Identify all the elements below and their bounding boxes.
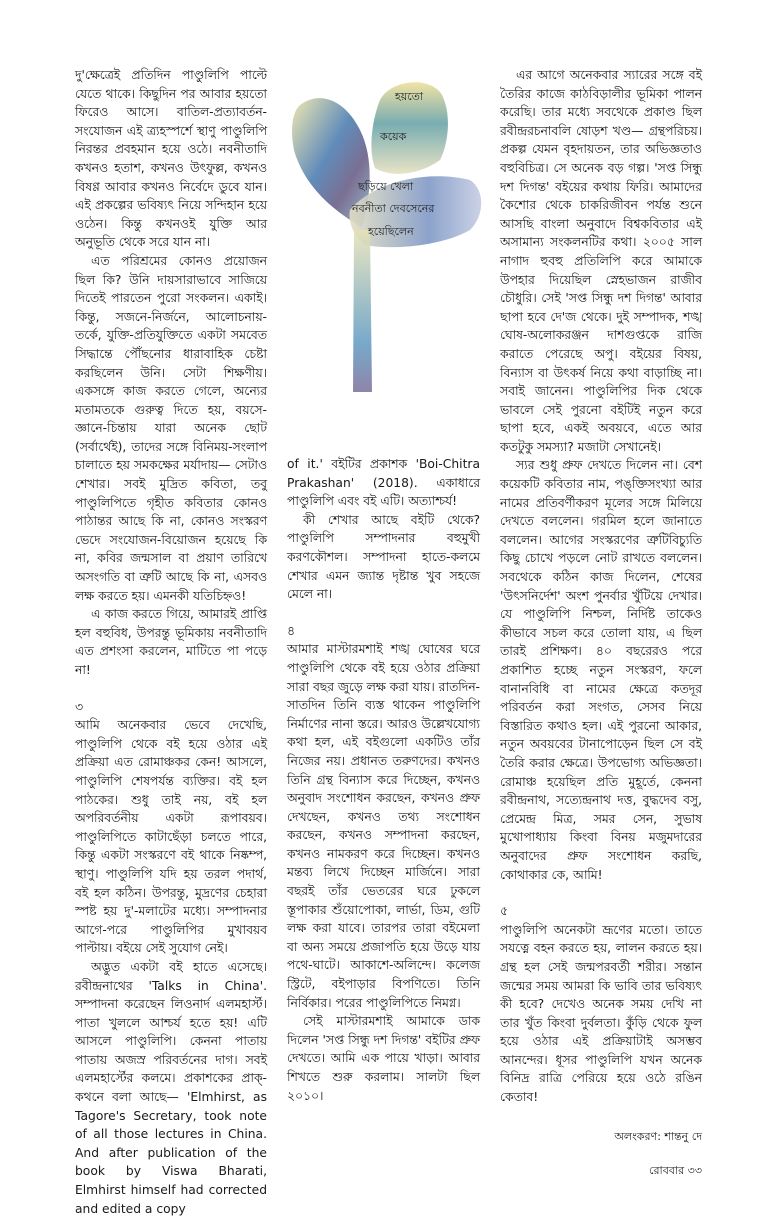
- illustration-credit: অলংকরণ: শান্তনু দে: [614, 1129, 702, 1143]
- stem: [353, 230, 372, 392]
- paragraph: কী শেখার আছে বইটি থেকে? পাণ্ডুলিপি সম্পাদনার বহুমুখী করণকৌশল। সম্পাদনা হাতে-কলমে শেখার এমন জ্যান্ত দৃষ্টান্ত খুব সহজে মেলে না।: [287, 512, 480, 602]
- handwriting-text: হয়তো: [395, 90, 424, 103]
- handwriting-text: কয়েক: [380, 130, 407, 143]
- section-number: ৪: [287, 623, 295, 638]
- section-number: ৫: [500, 904, 508, 919]
- handwriting-text: নবনীতা দেবসেনের: [352, 202, 435, 215]
- paragraph: আমি অনেকবার ভেবে দেখেছি, পাণ্ডুলিপি থেকে বই হয়ে ওঠার এই প্রক্রিয়া এত রোমাঞ্চকর কেন! আসলে, পাণ্ডুলিপি শেষপর্যন্ত ব্যক্তির। বই হল পাঠকের। শুধু তাই নয়, বই হল অপরিবর্তনীয় একটা রূপাবয়ব। পাণ্ডুলিপিতে কাটাছেঁড়া চলতে পারে, কিন্তু একটা সংস্করণে বই থাকে নিষ্কম্প, স্থাণু। পাণ্ডুলিপি যদি হয় তরল পদার্থ, বই হল কঠিন। উপরন্তু, মুদ্রণের চেহারা স্পষ্ট হয় দু'-মলাটের মধ্যে। সম্পাদনার আগে-পরে পাণ্ডুলিপির মুখাবয়ব পাল্টায়। বইয়ে সেই সুযোগ নেই।: [75, 718, 267, 956]
- paragraph: সেই মাস্টারমশাই আমাকে ডাক দিলেন 'সপ্ত সিন্ধু দশ দিগন্ত' বইটির প্রুফ দেখতে। আমি এক পায়ে খাড়া। আবার শিখতে শুরু করলাম। সালটা ছিল ২০১০।: [287, 1014, 480, 1103]
- paragraph: এ কাজ করতে গিয়ে, আমারই প্রাপ্তি হল বহুবিধ, উপরন্তু ভূমিকায় নবনীতাদি এত প্রশংসা করলেন, মাটিতে পা পড়ে না!: [75, 607, 267, 677]
- paragraph: of it.' বইটির প্রকাশক 'Boi-Chitra Prakashan' (2018). একাধারে পাণ্ডুলিপি এবং বই এটি। অত্যাশ্চর্য!: [287, 457, 480, 509]
- paragraph: আমার মাস্টারমশাই শঙ্খ ঘোষের ঘরে পাণ্ডুলিপি থেকে বই হয়ে ওঠার প্রক্রিয়া সারা বছর জুড়ে লক্ষ করা যায়। রাতদিন-সাতদিন তিনি ব্যস্ত থাকেন পাণ্ডুলিপি নির্মাণের নানা স্তরে। আরও উল্লেখযোগ্য কথা হল, এই বইগুলো একটিও তাঁর নিজের নয়। প্রধানত তরুণদের। কখনও তিনি গ্রন্থ বিন্যাস করে দিচ্ছেন, কখনও অনুবাদ সংশোধন করছেন, কখনও প্রুফ দেখছেন, কখনও তথ্য সংশোধন করছেন, কখনও সম্পাদনা করছেন, কখনও নামকরণ করে দিচ্ছেন। কখনও মন্তব্য লিখে দিচ্ছেন মার্জিনে। সারা বছরই তাঁর ভেতরের ঘরে ঢুকলে স্তূপাকার শুঁয়োপোকা, লার্ভা, ডিম, গুটি লক্ষ করা যাবে। তারপর তারা বইমেলা বা অন্য সময়ে প্রজাপতি হয়ে উড়ে যায় পথে-ঘাটে। আকাশে-অলিন্দে। কলেজ স্ট্রিটে, বইপাড়ার বিপণিতে। তিনি নির্বিকার। পরের পাণ্ডুলিপিতে নিমগ্ন।: [287, 642, 480, 1010]
- paragraph: এর আগে অনেকবার স্যারের সঙ্গে বই তৈরির কাজে কাঠবিড়ালীর ভূমিকা পালন করেছি। তার মধ্যে সবথেকে প্রকাণ্ড ছিল রবীন্দ্ররচনাবলি ষোড়শ খণ্ড— গ্রন্থপরিচয়। প্রকল্প যেমন বৃহদায়তন, তার অভিজ্ঞতাও বহুবিচিত্র। সে অনেক বড় গল্প। 'সপ্ত সিন্ধু দশ দিগন্ত' বইয়ের কথায় ফিরি। আমাদের কৈশোর থেকে চাকরিজীবন পর্যন্ত শুনে আসছি বাংলা অনুবাদে বিশ্বকবিতার এই অসামান্য সংকলনটির কথা। ২০০৫ সাল নাগাদ হুবহু প্রতিলিপি করে আমাকে উপহার দিয়েছিল স্নেহভাজন রাজীব চৌধুরি। সেই 'সপ্ত সিন্ধু দশ দিগন্ত' আবার ছাপা হবে দে'জ থেকে। দুই সম্পাদক, শঙ্খ ঘোষ-অলোকরঞ্জন দাশগুপ্তকে রাজি করাতে পেরেছে অপু। বইয়ের বিষয়, বিন্যাস বা উৎকর্ষ নিয়ে কথা বাড়াচ্ছি না। সবাই জানেন। পাণ্ডুলিপির দিক থেকে ভাবলে সেই পুরনো বইটিই নতুন করে ছাপা হবে, একই অবয়বে, এতে আর কতটুকু সমস্যা? মজাটা সেখানেই।: [500, 68, 702, 454]
- article-column-1: [75, 66, 267, 1218]
- handwriting-text: হয়েছিলেন: [368, 225, 414, 238]
- paragraph: অদ্ভুত একটা বই হাতে এসেছে। রবীন্দ্রনাথের 'Talks in China'. সম্পাদনা করেছেন লিওনার্দ এলমহার্স্ট। পাতা খুললে আশ্চর্য হতে হয়! এটি আসলে পাণ্ডুলিপি। কেননা পাতায় পাতায় অজস্র পরিবর্তনের দাগ। সবই এলমহার্স্টের কলমে। প্রকাশকের প্রাক্-কথনে বলা আছে— 'Elmhirst, as Tagore's Secretary, took note of all those lectures in China. And after publication of the book by Viswa Bharati, Elmhirst himself had corrected and edited a copy: [75, 959, 267, 1216]
- paragraph: পাণ্ডুলিপি অনেকটা ভ্রূণের মতো। তাতে সযত্নে বহন করতে হয়, লালন করতে হয়। গ্রন্থ হল সেই জন্মপরবর্তী শরীর। সন্তান জন্মের সময় আমরা কি ভাবি তার ভবিষ্যৎ কী হবে? দেখেও অনেক সময় দেখি না তার খুঁত কিংবা দুর্বলতা। কুঁড়ি থেকে ফুল হয়ে ওঠার এই প্রক্রিয়াটাই অসম্ভব আনন্দের। ধূসর পাণ্ডুলিপি যখন অনেক বিনিদ্র রাত্রি পেরিয়ে হয়ে ওঠে রঙিন কেতাব!: [500, 922, 702, 1105]
- paragraph: স্যর শুধু প্রুফ দেখতে দিলেন না। বেশ কয়েকটি কবিতার নাম, পঙ্‌ক্তিসংখ্যা আর নামের প্রতিবর্ণীকরণ মূলের সঙ্গে মিলিয়ে দেখতে বললেন। গরমিল হলে জানাতে বললেন। আগের সংস্করণের ত্রুটিবিচ্যুতি কিছু চোখে পড়লে নোট রাখতে বললেন। সবথেকে কঠিন কাজ দিলেন, শেষের 'উৎসনির্দেশ' অংশ পুনর্বার খুঁটিয়ে দেখার। যে পাণ্ডুলিপি নিশ্চল, নির্দিষ্ট তাকেও কীভাবে সচল করে তোলা যায়, এ ছিল তারই প্রশিক্ষণ। ৪০ বছরেরও পরে প্রকাশিত হচ্ছে নতুন সংস্করণ, ফলে বানানবিধি বা নামের ক্ষেত্রে কতদূর পরিবর্তন করা সংগত, সেসব নিয়ে বিস্তারিত কথাও হল। এই পুরনো আকার, নতুন অবয়বের টানাপোড়েন ছিল সে বই তৈরি করার ক্ষেত্রে। উপভোগ্য অভিজ্ঞতা। রোমাঞ্চ হয়েছিল প্রতি মুহূর্তে, কেননা রবীন্দ্রনাথ, সত্যেন্দ্রনাথ দত্ত, বুদ্ধদেব বসু, প্রেমেন্দ্র মিত্র, সমর সেন, সুভাষ মুখোপাধ্যায় কিংবা বিনয় মজুমদারের অনুবাদের প্রুফ সংশোধন করছি, কোথাকার কে, আমি!: [500, 458, 702, 882]
- article-column-3: [500, 66, 702, 1179]
- page-folio: রোববার ৩৩: [649, 1163, 702, 1177]
- manuscript-sprout-illustration: [280, 40, 490, 420]
- article-column-2: [287, 455, 480, 1105]
- paragraph: দু'ক্ষেত্রেই প্রতিদিন পাণ্ডুলিপি পাল্টে যেতে থাকে। কিছুদিন পর আবার হয়তো ফিরেও আসে। বাতিল-প্রত্যাবর্তন-সংযোজন এই ত্র্যহস্পর্শে স্থাণু পাণ্ডুলিপি নিরন্তর প্রবহমান হয়ে ওঠে। নবনীতাদি কখনও হতাশ, কখনও উৎফুল্ল, কখনও বিষণ্ণ আবার কখনও নির্বেদে ডুবে যান। এই প্রকল্পের ভবিষ্যৎ নিয়ে সন্দিহান হয়ে ওঠেন। কিন্তু কখনওই যুক্তি আর অনুভূতি থেকে সরে যান না।: [75, 68, 267, 250]
- section-number: ৩: [75, 699, 83, 714]
- paragraph: এত পরিশ্রমের কোনও প্রয়োজন ছিল কি? উনি দায়সারাভাবে সাজিয়ে দিতেই পারতেন পুরো সংকলন। একাই। কিন্তু, সজনে-নির্জনে, আলোচনায়-তর্কে, যুক্তি-প্রতিযুক্তিতে একটা সমবেত সিদ্ধান্তে পৌঁছনোর ধারাবাহিক চেষ্টা করছিলেন উনি। সেটা শিক্ষণীয়। একসঙ্গে কাজ করতে গেলে, অন্যের মতামতকে গুরুত্ব দিতে হয়, বয়সে-জ্ঞানে-চিন্তায় যারা অনেক ছোট (সর্বার্থেই), তাদের সঙ্গে বিনিময়-সংলাপ চালাতে হয় সমকক্ষের মর্যাদায়— সেটাও শেখার। সবই মুদ্রিত কবিতা, তবু পাণ্ডুলিপিতে গৃহীত কবিতার কোনও পাঠান্তর আছে কি না, কোনও সংস্করণ ভেদে সংযোজন-বিয়োজন হয়েছে কি না, কবির জন্মসাল বা প্রয়াণ তারিখে অসংগতি বা ত্রুটি আছে কি না, এসবও লক্ষ করতে হয়। এমনকী যতিচিহ্নও!: [75, 253, 267, 603]
- handwriting-text: ছড়িয়ে খেলা: [358, 180, 414, 193]
